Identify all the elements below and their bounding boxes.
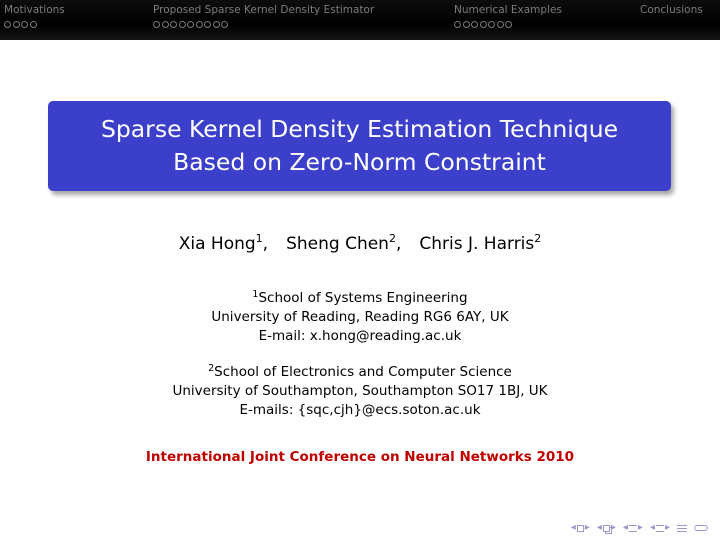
frame-dot-icon[interactable] (204, 21, 211, 28)
toc-icon[interactable] (677, 525, 687, 532)
author-affiliation-mark: 1 (255, 232, 263, 245)
search-back-icon[interactable] (694, 525, 708, 531)
frame-dot-icon[interactable] (505, 21, 512, 28)
nav-section-title[interactable]: Numerical Examples (454, 4, 562, 16)
frame-dot-icon[interactable] (179, 21, 186, 28)
frame-dot-icon[interactable] (454, 21, 461, 28)
affiliation-email: E-mail: x.hong@reading.ac.uk (258, 328, 462, 344)
nav-frame-dots (454, 21, 562, 28)
conference-name: International Joint Conference on Neural Networks 2010 (145, 449, 575, 465)
frame-dot-icon[interactable] (463, 21, 470, 28)
frame-dot-icon[interactable] (153, 21, 160, 28)
author-separator: , (262, 234, 269, 254)
title-line-2: Based on Zero-Norm Constraint (173, 148, 546, 176)
subsection-nav-icon[interactable]: ◂ ▸ (596, 522, 616, 533)
affiliation-southampton (0, 363, 720, 420)
frame-dot-icon[interactable] (471, 21, 478, 28)
frame-dot-icon[interactable] (21, 21, 28, 28)
nav-section-motivations[interactable] (4, 3, 65, 28)
affiliation-mark: 2 (208, 363, 215, 374)
affiliation-mark: 1 (252, 289, 259, 300)
author-affiliation-mark: 2 (388, 232, 396, 245)
nav-section-numerical-examples[interactable] (454, 3, 562, 28)
author-list (0, 232, 720, 256)
author-name: Xia Hong (178, 234, 256, 254)
frame-dot-icon[interactable] (13, 21, 20, 28)
author-separator: , (395, 234, 402, 254)
subsubsection-nav-icon[interactable]: ◂ ▸ (649, 522, 670, 533)
frame-dot-icon[interactable] (162, 21, 169, 28)
nav-section-proposed-estimator[interactable] (153, 3, 374, 28)
title-line-1: Sparse Kernel Density Estimation Technique (100, 115, 619, 143)
frame-nav-icon[interactable]: ◂ ▸ (570, 522, 590, 533)
nav-section-title[interactable]: Conclusions (640, 4, 703, 16)
author-name: Sheng Chen (286, 234, 389, 254)
frame-dot-icon[interactable] (196, 21, 203, 28)
author-name: Chris J. Harris (419, 234, 535, 254)
affiliation-department: School of Systems Engineering (258, 290, 468, 306)
affiliation-university: University of Reading, Reading RG6 6AY, UK (211, 309, 509, 325)
nav-section-conclusions[interactable] (640, 3, 703, 17)
frame-dot-icon[interactable] (30, 21, 37, 28)
beamer-navigation-symbols (571, 523, 708, 533)
nav-section-title[interactable]: Proposed Sparse Kernel Density Estimator (153, 4, 375, 16)
title-block (48, 101, 671, 191)
nav-section-title[interactable]: Motivations (4, 4, 65, 16)
section-nav-icon[interactable]: ◂ ▸ (622, 522, 643, 533)
frame-dot-icon[interactable] (480, 21, 487, 28)
frame-dot-icon[interactable] (221, 21, 228, 28)
frame-dot-icon[interactable] (213, 21, 220, 28)
affiliation-department: School of Electronics and Computer Science (214, 364, 512, 380)
author-affiliation-mark: 2 (534, 232, 542, 245)
frame-dot-icon[interactable] (488, 21, 495, 28)
frame-dot-icon[interactable] (187, 21, 194, 28)
nav-frame-dots (153, 21, 374, 28)
frame-dot-icon[interactable] (497, 21, 504, 28)
frame-dot-icon[interactable] (4, 21, 11, 28)
affiliation-reading (0, 289, 720, 346)
frame-dot-icon[interactable] (170, 21, 177, 28)
affiliation-university: University of Southampton, Southampton SO17 1BJ, UK (172, 383, 548, 399)
affiliation-email: E-mails: {sqc,cjh}@ecs.soton.ac.uk (239, 402, 481, 418)
nav-frame-dots (4, 21, 65, 28)
navigation-bar (0, 0, 720, 40)
